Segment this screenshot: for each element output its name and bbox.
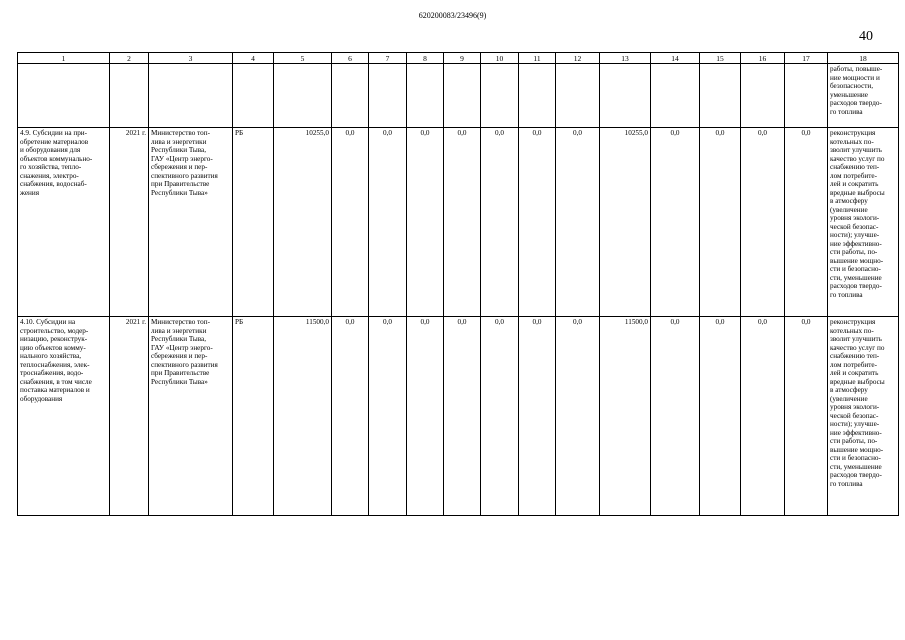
cell-col-13 — [600, 64, 651, 128]
table-row — [18, 128, 899, 317]
column-number-2: 2 — [110, 53, 149, 64]
cell-col-9 — [444, 64, 481, 128]
cell-col-14: 0,0 — [651, 128, 700, 317]
column-number-1: 1 — [18, 53, 110, 64]
cell-col-11: 0,0 — [519, 128, 556, 317]
page-number: 40 — [859, 29, 873, 44]
column-number-11: 11 — [519, 53, 556, 64]
cell-col-10: 0,0 — [481, 317, 519, 516]
column-number-6: 6 — [332, 53, 369, 64]
column-number-12: 12 — [556, 53, 600, 64]
cell-col-6: 0,0 — [332, 128, 369, 317]
column-number-9: 9 — [444, 53, 481, 64]
cell-col-14 — [651, 64, 700, 128]
cell-col-17: 0,0 — [785, 128, 828, 317]
cell-col-7 — [369, 64, 407, 128]
cell-col-5 — [274, 64, 332, 128]
cell-col-18: работы, повыше- ние мощности и безопасности, уменьшение расходов твердо- го топлива — [828, 64, 899, 128]
cell-col-10: 0,0 — [481, 128, 519, 317]
cell-col-6: 0,0 — [332, 317, 369, 516]
cell-col-16 — [741, 64, 785, 128]
cell-col-5: 10255,0 — [274, 128, 332, 317]
cell-col-17: 0,0 — [785, 317, 828, 516]
cell-col-11 — [519, 64, 556, 128]
column-number-13: 13 — [600, 53, 651, 64]
cell-col-4: РБ — [233, 128, 274, 317]
cell-col-8: 0,0 — [407, 128, 444, 317]
cell-col-5: 11500,0 — [274, 317, 332, 516]
cell-col-3: Министерство топ- лива и энергетики Республики Тыва, ГАУ «Центр энерго- сбережения и пер- спективного развития при Правительстве Республики Тыва» — [149, 128, 233, 317]
cell-col-9: 0,0 — [444, 317, 481, 516]
cell-col-2 — [110, 64, 149, 128]
cell-col-2: 2021 г. — [110, 128, 149, 317]
table-body — [18, 53, 899, 516]
cell-col-2: 2021 г. — [110, 317, 149, 516]
column-number-17: 17 — [785, 53, 828, 64]
cell-col-13: 10255,0 — [600, 128, 651, 317]
cell-col-3 — [149, 64, 233, 128]
cell-col-9: 0,0 — [444, 128, 481, 317]
table-row — [18, 317, 899, 516]
cell-col-8: 0,0 — [407, 317, 444, 516]
cell-col-3: Министерство топ- лива и энергетики Республики Тыва, ГАУ «Центр энерго- сбережения и пер- спективного развития при Правительстве Республики Тыва» — [149, 317, 233, 516]
cell-col-15: 0,0 — [700, 128, 741, 317]
cell-col-7: 0,0 — [369, 128, 407, 317]
cell-col-15 — [700, 64, 741, 128]
column-number-3: 3 — [149, 53, 233, 64]
cell-col-12 — [556, 64, 600, 128]
column-number-10: 10 — [481, 53, 519, 64]
cell-col-18: реконструкция котельных по- зволит улучшить качество услуг по снабжению теп- лом потребите- лей и сократить вредные выбросы в атмосферу (увеличение уровня экологи- ческой безопас- ности); улучше- ние эффективно- сти работы, по- вышение мощно- сти и безопасно- сти, уменьшение расходов твердо- го топлива — [828, 128, 899, 317]
cell-col-16: 0,0 — [741, 128, 785, 317]
column-number-14: 14 — [651, 53, 700, 64]
cell-col-17 — [785, 64, 828, 128]
cell-col-11: 0,0 — [519, 317, 556, 516]
cell-col-8 — [407, 64, 444, 128]
document-id: 620200083/23496(9) — [418, 11, 487, 20]
column-number-18: 18 — [828, 53, 899, 64]
cell-col-1 — [18, 64, 110, 128]
cell-col-1: 4.10. Субсидии на строительство, модер- низацию, реконструк- цию объектов комму- нального хозяйства, теплоснабжения, элек- троснабжения, водо- снабжения, в том числе поставка материалов и оборудования — [18, 317, 110, 516]
cell-col-1: 4.9. Субсидии на при- обретение материалов и оборудования для объектов коммунально- го хозяйства, тепло- снажения, электро- снабжения, водоснаб- жения — [18, 128, 110, 317]
column-number-5: 5 — [274, 53, 332, 64]
column-number-7: 7 — [369, 53, 407, 64]
cell-col-16: 0,0 — [741, 317, 785, 516]
cell-col-4: РБ — [233, 317, 274, 516]
program-table — [17, 52, 899, 516]
cell-col-10 — [481, 64, 519, 128]
column-number-8: 8 — [407, 53, 444, 64]
cell-col-7: 0,0 — [369, 317, 407, 516]
header-row — [18, 53, 899, 64]
cell-col-14: 0,0 — [651, 317, 700, 516]
column-number-15: 15 — [700, 53, 741, 64]
column-number-4: 4 — [233, 53, 274, 64]
cell-col-15: 0,0 — [700, 317, 741, 516]
cell-col-12: 0,0 — [556, 317, 600, 516]
cell-col-13: 11500,0 — [600, 317, 651, 516]
cell-col-6 — [332, 64, 369, 128]
cell-col-18: реконструкция котельных по- зволит улучшить качество услуг по снабжению теп- лом потребите- лей и сократить вредные выбросы в атмосферу (увеличение уровня экологи- ческой безопас- ности); улучше- ние эффективно- сти работы, по- вышение мощно- сти и безопасно- сти, уменьшение расходов твердо- го топлива — [828, 317, 899, 516]
table-row — [18, 64, 899, 128]
cell-col-4 — [233, 64, 274, 128]
column-number-16: 16 — [741, 53, 785, 64]
cell-col-12: 0,0 — [556, 128, 600, 317]
